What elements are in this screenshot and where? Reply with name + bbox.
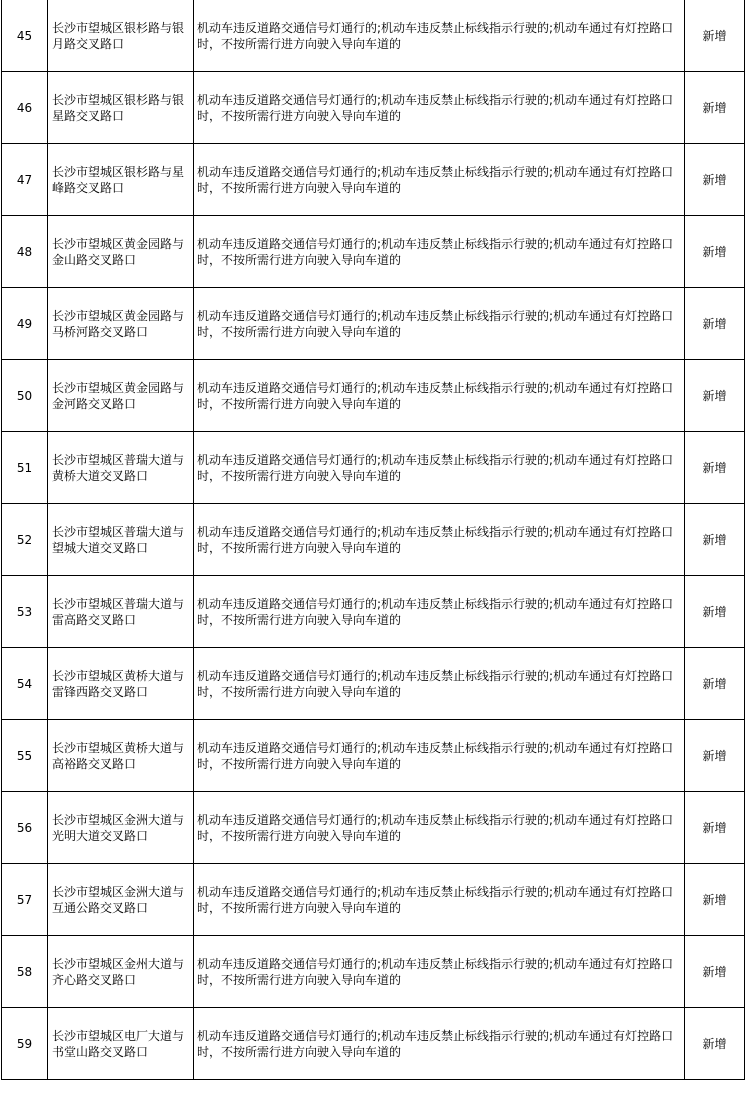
table-row [2,720,745,792]
row-number: 50 [2,360,48,432]
status-cell: 新增 [685,432,745,504]
intersection-location: 长沙市望城区金洲大道与光明大道交叉路口 [48,792,194,864]
table-row [2,432,745,504]
table-body [2,0,745,1080]
violation-description: 机动车违反道路交通信号灯通行的;机动车违反禁止标线指示行驶的;机动车通过有灯控路口时，不按所需行进方向驶入导向车道的 [194,504,685,576]
table-row [2,0,745,72]
violation-description: 机动车违反道路交通信号灯通行的;机动车违反禁止标线指示行驶的;机动车通过有灯控路口时，不按所需行进方向驶入导向车道的 [194,720,685,792]
row-number: 46 [2,72,48,144]
status-cell: 新增 [685,864,745,936]
status-cell: 新增 [685,216,745,288]
intersection-location: 长沙市望城区金州大道与齐心路交叉路口 [48,936,194,1008]
violation-description: 机动车违反道路交通信号灯通行的;机动车违反禁止标线指示行驶的;机动车通过有灯控路口时，不按所需行进方向驶入导向车道的 [194,72,685,144]
violation-description: 机动车违反道路交通信号灯通行的;机动车违反禁止标线指示行驶的;机动车通过有灯控路口时，不按所需行进方向驶入导向车道的 [194,648,685,720]
intersection-location: 长沙市望城区黄金园路与金山路交叉路口 [48,216,194,288]
row-number: 54 [2,648,48,720]
intersection-location: 长沙市望城区普瑞大道与望城大道交叉路口 [48,504,194,576]
violation-description: 机动车违反道路交通信号灯通行的;机动车违反禁止标线指示行驶的;机动车通过有灯控路口时，不按所需行进方向驶入导向车道的 [194,360,685,432]
status-cell: 新增 [685,792,745,864]
row-number: 49 [2,288,48,360]
intersection-table [1,0,745,1080]
row-number: 53 [2,576,48,648]
row-number: 56 [2,792,48,864]
violation-description: 机动车违反道路交通信号灯通行的;机动车违反禁止标线指示行驶的;机动车通过有灯控路口时，不按所需行进方向驶入导向车道的 [194,864,685,936]
intersection-location: 长沙市望城区银杉路与银星路交叉路口 [48,72,194,144]
table-row [2,936,745,1008]
row-number: 55 [2,720,48,792]
status-cell: 新增 [685,576,745,648]
violation-description: 机动车违反道路交通信号灯通行的;机动车违反禁止标线指示行驶的;机动车通过有灯控路口时，不按所需行进方向驶入导向车道的 [194,576,685,648]
table-row [2,792,745,864]
intersection-location: 长沙市望城区黄桥大道与雷锋西路交叉路口 [48,648,194,720]
status-cell: 新增 [685,144,745,216]
table-row [2,504,745,576]
status-cell: 新增 [685,504,745,576]
violation-description: 机动车违反道路交通信号灯通行的;机动车违反禁止标线指示行驶的;机动车通过有灯控路口时，不按所需行进方向驶入导向车道的 [194,216,685,288]
table-row [2,360,745,432]
intersection-location: 长沙市望城区普瑞大道与黄桥大道交叉路口 [48,432,194,504]
status-cell: 新增 [685,1008,745,1080]
violation-description: 机动车违反道路交通信号灯通行的;机动车违反禁止标线指示行驶的;机动车通过有灯控路口时，不按所需行进方向驶入导向车道的 [194,936,685,1008]
table-row [2,576,745,648]
intersection-location: 长沙市望城区黄桥大道与高裕路交叉路口 [48,720,194,792]
violation-description: 机动车违反道路交通信号灯通行的;机动车违反禁止标线指示行驶的;机动车通过有灯控路口时，不按所需行进方向驶入导向车道的 [194,288,685,360]
row-number: 47 [2,144,48,216]
row-number: 58 [2,936,48,1008]
table-row [2,648,745,720]
table-row [2,72,745,144]
intersection-location: 长沙市望城区黄金园路与马桥河路交叉路口 [48,288,194,360]
status-cell: 新增 [685,288,745,360]
table-row [2,1008,745,1080]
status-cell: 新增 [685,936,745,1008]
violation-description: 机动车违反道路交通信号灯通行的;机动车违反禁止标线指示行驶的;机动车通过有灯控路口时，不按所需行进方向驶入导向车道的 [194,792,685,864]
intersection-location: 长沙市望城区黄金园路与金河路交叉路口 [48,360,194,432]
status-cell: 新增 [685,72,745,144]
row-number: 52 [2,504,48,576]
row-number: 48 [2,216,48,288]
intersection-location: 长沙市望城区银杉路与星峰路交叉路口 [48,144,194,216]
row-number: 51 [2,432,48,504]
table-row [2,864,745,936]
table-row [2,144,745,216]
intersection-location: 长沙市望城区普瑞大道与雷高路交叉路口 [48,576,194,648]
intersection-location: 长沙市望城区电厂大道与书堂山路交叉路口 [48,1008,194,1080]
status-cell: 新增 [685,720,745,792]
row-number: 57 [2,864,48,936]
status-cell: 新增 [685,360,745,432]
violation-description: 机动车违反道路交通信号灯通行的;机动车违反禁止标线指示行驶的;机动车通过有灯控路口时，不按所需行进方向驶入导向车道的 [194,1008,685,1080]
table-row [2,216,745,288]
row-number: 45 [2,0,48,72]
violation-description: 机动车违反道路交通信号灯通行的;机动车违反禁止标线指示行驶的;机动车通过有灯控路口时，不按所需行进方向驶入导向车道的 [194,0,685,72]
row-number: 59 [2,1008,48,1080]
violation-description: 机动车违反道路交通信号灯通行的;机动车违反禁止标线指示行驶的;机动车通过有灯控路口时，不按所需行进方向驶入导向车道的 [194,144,685,216]
status-cell: 新增 [685,0,745,72]
intersection-location: 长沙市望城区银杉路与银月路交叉路口 [48,0,194,72]
status-cell: 新增 [685,648,745,720]
violation-description: 机动车违反道路交通信号灯通行的;机动车违反禁止标线指示行驶的;机动车通过有灯控路口时，不按所需行进方向驶入导向车道的 [194,432,685,504]
intersection-location: 长沙市望城区金洲大道与互通公路交叉路口 [48,864,194,936]
table-row [2,288,745,360]
